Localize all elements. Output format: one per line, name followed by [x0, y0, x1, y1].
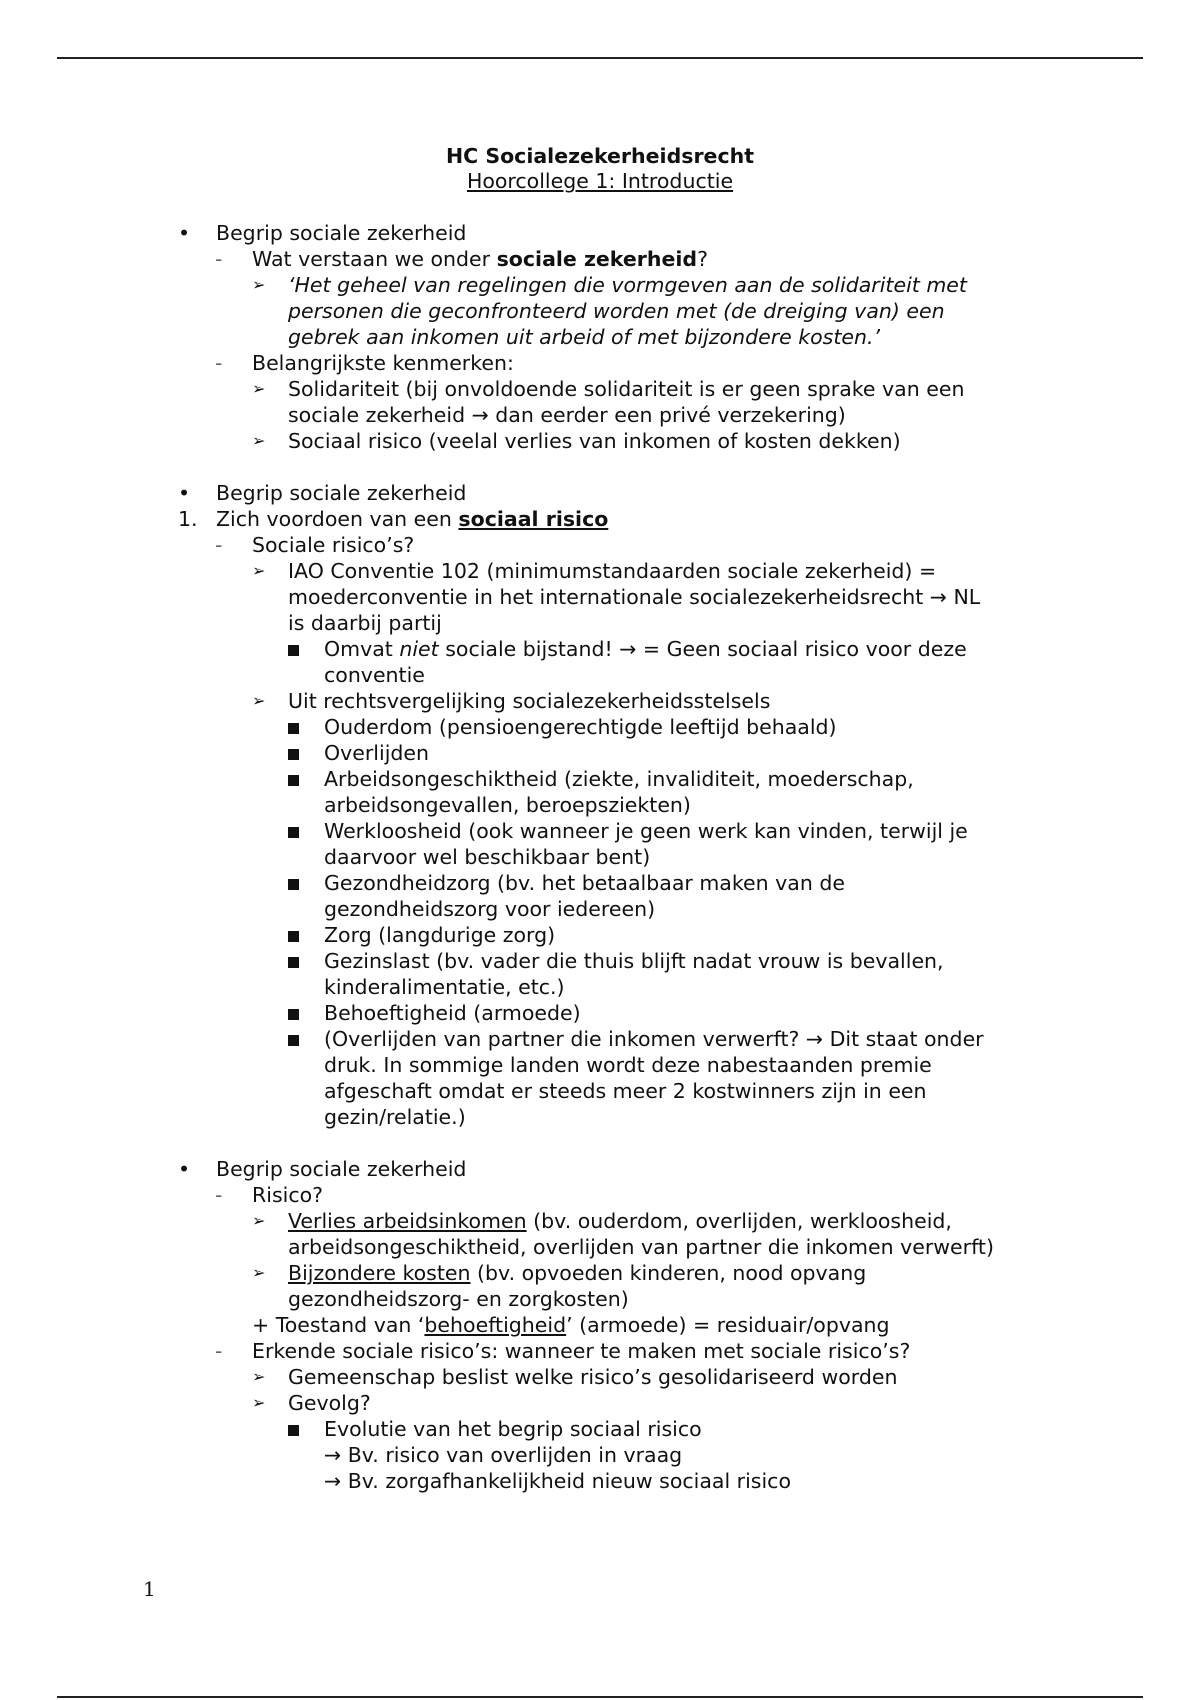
line-text: Gezondheidzorg (bv. het betaalbaar maken van de — [324, 871, 845, 895]
dash-marker: - — [215, 1339, 223, 1363]
line-text: gebrek aan inkomen uit arbeid of met bijzondere kosten.’ — [288, 325, 881, 349]
line-text: Sociale risico’s? — [252, 533, 415, 557]
line-text: + Toestand van ‘behoeftigheid’ (armoede) = residuair/opvang — [252, 1313, 890, 1337]
line-text: Uit rechtsvergelijking socialezekerheidsstelsels — [288, 689, 771, 713]
square-bullet-icon — [288, 870, 299, 896]
line-text: Solidariteit (bij onvoldoende solidariteit is er geen sprake van een — [288, 377, 965, 401]
line-text: is daarbij partij — [288, 611, 442, 635]
line-text: Sociaal risico (veelal verlies van inkomen of kosten dekken) — [288, 429, 901, 453]
line-text: Ouderdom (pensioengerechtigde leeftijd behaald) — [324, 715, 837, 739]
line-text: Omvat niet sociale bijstand! → = Geen sociaal risico voor deze — [324, 637, 967, 661]
line-text: (Overlijden van partner die inkomen verwerft? → Dit staat onder — [324, 1027, 984, 1051]
line-text: Risico? — [252, 1183, 324, 1207]
bullet-icon: • — [178, 1157, 191, 1181]
square-bullet-icon — [288, 922, 299, 948]
arrowhead-icon: ➢ — [252, 1367, 266, 1386]
line-text: Bijzondere kosten (bv. opvoeden kinderen, nood opvang — [288, 1261, 867, 1285]
arrowhead-icon: ➢ — [252, 1393, 266, 1412]
line-text: Begrip sociale zekerheid — [216, 221, 467, 245]
line-text: → Bv. risico van overlijden in vraag — [324, 1443, 683, 1467]
bottom-rule — [57, 1696, 1143, 1698]
line-text: IAO Conventie 102 (minimumstandaarden sociale zekerheid) = — [288, 559, 937, 583]
line-text: Belangrijkste kenmerken: — [252, 351, 514, 375]
page-number: 1 — [143, 1577, 156, 1601]
dash-marker: - — [215, 351, 223, 375]
line-text: arbeidsongeschiktheid, overlijden van partner die inkomen verwerft) — [288, 1235, 994, 1259]
line-text: afgeschaft omdat er steeds meer 2 kostwinners zijn in een — [324, 1079, 927, 1103]
dash-marker: - — [215, 533, 223, 557]
arrowhead-icon: ➢ — [252, 275, 266, 294]
line-text: Overlijden — [324, 741, 430, 765]
arrowhead-icon: ➢ — [252, 431, 266, 450]
line-text: Begrip sociale zekerheid — [216, 1157, 467, 1181]
line-text: kinderalimentatie, etc.) — [324, 975, 565, 999]
line-text: Begrip sociale zekerheid — [216, 481, 467, 505]
square-bullet-icon — [288, 1026, 299, 1052]
square-bullet-icon — [288, 714, 299, 740]
arrowhead-icon: ➢ — [252, 379, 266, 398]
square-bullet-icon — [288, 766, 299, 792]
square-bullet-icon — [288, 818, 299, 844]
list-number: 1. — [178, 507, 198, 531]
line-text: Wat verstaan we onder sociale zekerheid? — [252, 247, 708, 271]
line-text: gezin/relatie.) — [324, 1105, 466, 1129]
dash-marker: - — [215, 1183, 223, 1207]
top-rule — [57, 57, 1143, 59]
line-text: Evolutie van het begrip sociaal risico — [324, 1417, 702, 1441]
line-text: Werkloosheid (ook wanneer je geen werk kan vinden, terwijl je — [324, 819, 968, 843]
bullet-icon: • — [178, 221, 191, 245]
line-text: gezondheidszorg- en zorgkosten) — [288, 1287, 629, 1311]
arrowhead-icon: ➢ — [252, 1263, 266, 1282]
line-text: → Bv. zorgafhankelijkheid nieuw sociaal risico — [324, 1469, 791, 1493]
line-text: Erkende sociale risico’s: wanneer te maken met sociale risico’s? — [252, 1339, 911, 1363]
square-bullet-icon — [288, 636, 299, 662]
line-text: Zich voordoen van een sociaal risico — [216, 507, 609, 531]
arrowhead-icon: ➢ — [252, 1211, 266, 1230]
line-text: conventie — [324, 663, 425, 687]
line-text: Gezinslast (bv. vader die thuis blijft nadat vrouw is bevallen, — [324, 949, 944, 973]
line-text: sociale zekerheid → dan eerder een privé verzekering) — [288, 403, 846, 427]
square-bullet-icon — [288, 948, 299, 974]
line-text: Verlies arbeidsinkomen (bv. ouderdom, overlijden, werkloosheid, — [288, 1209, 952, 1233]
arrowhead-icon: ➢ — [252, 691, 266, 710]
document-subtitle: Hoorcollege 1: Introductie — [466, 169, 734, 193]
line-text: gezondheidszorg voor iedereen) — [324, 897, 656, 921]
line-text: Zorg (langdurige zorg) — [324, 923, 556, 947]
line-text: daarvoor wel beschikbaar bent) — [324, 845, 651, 869]
line-text: moederconventie in het internationale socialezekerheidsrecht → NL — [288, 585, 981, 609]
line-text: Gevolg? — [288, 1391, 371, 1415]
square-bullet-icon — [288, 1416, 299, 1442]
arrowhead-icon: ➢ — [252, 561, 266, 580]
line-text: ‘Het geheel van regelingen die vormgeven aan de solidariteit met — [288, 273, 967, 297]
line-text: Gemeenschap beslist welke risico’s gesolidariseerd worden — [288, 1365, 898, 1389]
bullet-icon: • — [178, 481, 191, 505]
line-text: druk. In sommige landen wordt deze nabestaanden premie — [324, 1053, 932, 1077]
line-text: arbeidsongevallen, beroepsziekten) — [324, 793, 691, 817]
dash-marker: - — [215, 247, 223, 271]
line-text: personen die geconfronteerd worden met (de dreiging van) een — [288, 299, 945, 323]
square-bullet-icon — [288, 740, 299, 766]
document-title: HC Socialezekerheidsrecht — [445, 144, 755, 168]
line-text: Behoeftigheid (armoede) — [324, 1001, 581, 1025]
square-bullet-icon — [288, 1000, 299, 1026]
line-text: Arbeidsongeschiktheid (ziekte, invaliditeit, moederschap, — [324, 767, 914, 791]
